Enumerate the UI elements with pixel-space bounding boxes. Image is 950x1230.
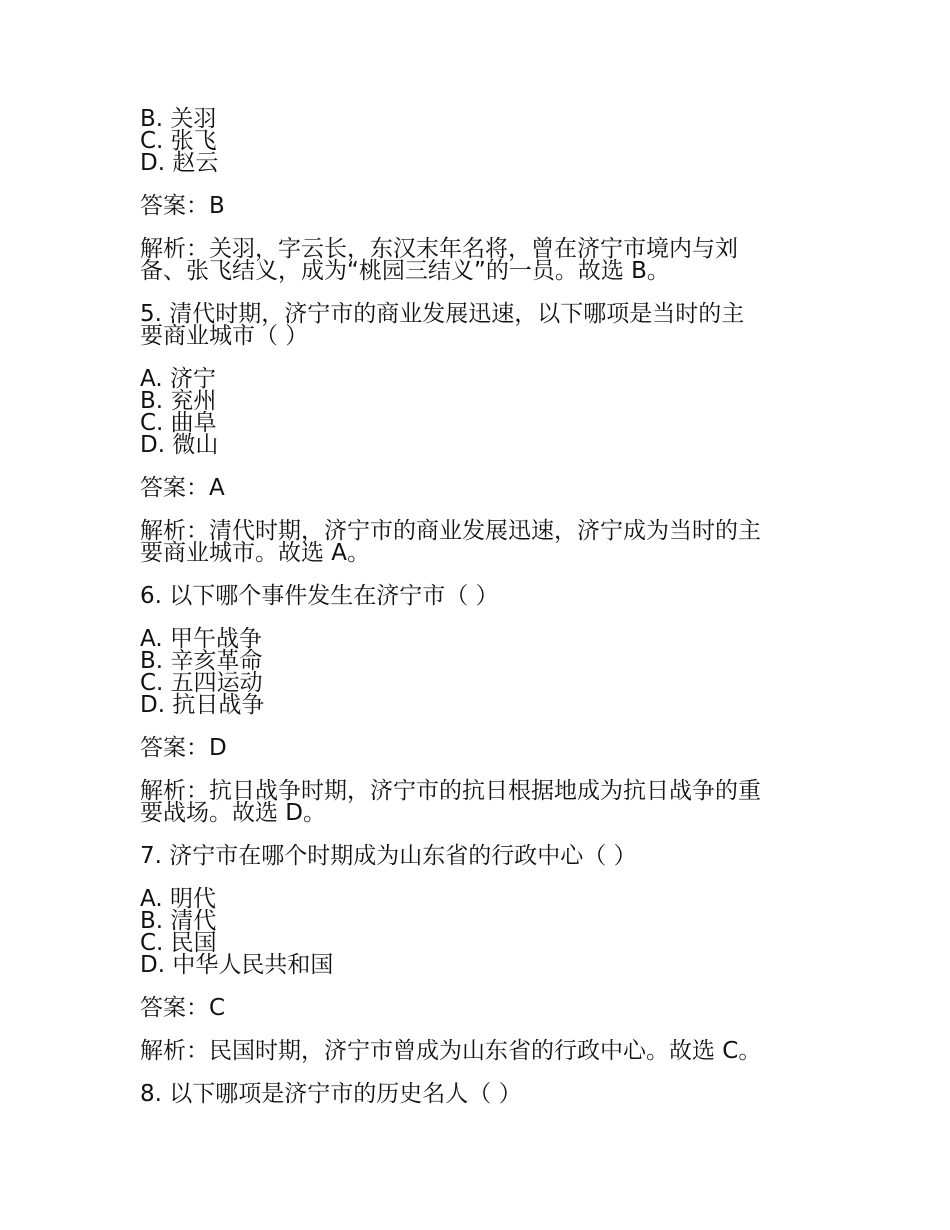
q7-question: 7. 济宁市在哪个时期成为山东省的行政中心（ ） [140,843,637,869]
q5-option-b: B. 兖州 [140,388,217,414]
q4-explanation-line: 解析：关羽，字云长，东汉末年名将，曾在济宁市境内与刘 [140,236,738,262]
q6-answer: 答案：D [140,735,227,761]
q5-option-d: D. 微山 [140,432,219,458]
document-page [140,108,820,1105]
q5-question-line: 5. 清代时期，济宁市的商业发展迅速，以下哪项是当时的主 [140,301,745,327]
q7-option-a: A. 明代 [140,886,216,912]
q7-explanation: 解析：民国时期，济宁市曾成为山东省的行政中心。故选 C。 [140,1038,762,1064]
q4-option-b: B. 关羽 [140,106,217,132]
q6-option-a: A. 甲午战争 [140,626,262,652]
q5-explanation [140,520,820,564]
q4-explanation [140,238,820,282]
q5-explanation-line: 解析：清代时期，济宁市的商业发展迅速，济宁成为当时的主 [140,518,761,544]
q4-answer: 答案：B [140,193,225,219]
q7-answer: 答案：C [140,995,226,1021]
q5-option-c: C. 曲阜 [140,410,217,436]
q7-option-b: B. 清代 [140,908,217,934]
q6-question: 6. 以下哪个事件发生在济宁市（ ） [140,583,499,609]
q6-explanation-line: 要战场。故选 D。 [140,800,327,826]
q7-option-c: C. 民国 [140,930,217,956]
q5-question [140,303,820,347]
q4-explanation-line: 备、张飞结义，成为“桃园三结义”的一员。故选 B。 [140,258,670,284]
q6-option-d: D. 抗日战争 [140,692,265,718]
q5-option-a: A. 济宁 [140,366,216,392]
q6-explanation-line: 解析：抗日战争时期，济宁市的抗日根据地成为抗日战争的重 [140,778,761,804]
q6-explanation [140,780,820,824]
q5-answer: 答案：A [140,475,225,501]
q5-question-line: 要商业城市（ ） [140,323,309,349]
q4-option-d: D. 赵云 [140,150,219,176]
q6-option-c: C. 五四运动 [140,670,263,696]
q6-option-b: B. 辛亥革命 [140,648,263,674]
q7-option-d: D. 中华人民共和国 [140,952,334,978]
q8-question: 8. 以下哪项是济宁市的历史名人（ ） [140,1081,522,1107]
q4-option-c: C. 张飞 [140,128,217,154]
q5-explanation-line: 要商业城市。故选 A。 [140,540,371,566]
